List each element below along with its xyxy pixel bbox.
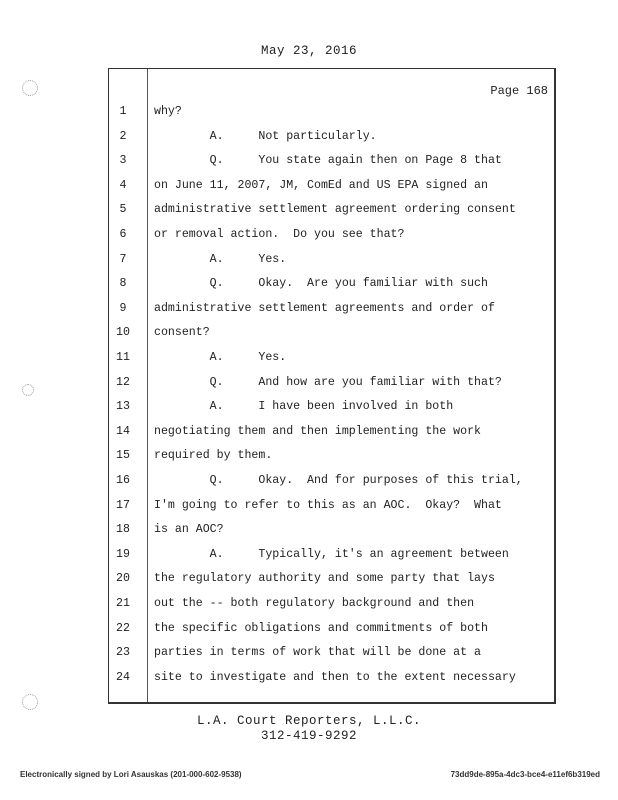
line-number: 3 xyxy=(119,154,127,168)
line-number: 18 xyxy=(116,523,130,537)
line-text: the regulatory authority and some party that lays xyxy=(154,572,495,586)
transcript-line xyxy=(108,346,556,370)
line-text: on June 11, 2007, JM, ComEd and US EPA signed an xyxy=(154,178,488,192)
transcript-line xyxy=(108,543,556,567)
transcript-line xyxy=(108,321,556,345)
transcript-line xyxy=(108,223,556,247)
line-text: site to investigate and then to the extent necessary xyxy=(154,670,516,684)
line-number: 12 xyxy=(116,375,130,389)
line-number: 22 xyxy=(116,621,130,635)
transcript-line xyxy=(108,592,556,616)
line-number: 20 xyxy=(116,572,130,586)
line-text: or removal action. Do you see that? xyxy=(154,228,405,241)
line-number: 24 xyxy=(116,670,130,684)
transcript-line xyxy=(108,567,556,591)
line-number: 15 xyxy=(116,449,130,463)
line-text: A. Typically, it's an agreement between xyxy=(154,547,509,561)
line-text: consent? xyxy=(154,326,210,340)
reporter-block xyxy=(0,714,618,744)
line-text: negotiating them and then implementing the work xyxy=(154,424,481,438)
binder-hole xyxy=(22,694,38,710)
transcript-line xyxy=(108,248,556,272)
reporter-name: L.A. Court Reporters, L.L.C. xyxy=(196,714,422,728)
line-number: 21 xyxy=(116,597,130,610)
transcript-line xyxy=(108,174,556,198)
line-text: parties in terms of work that will be done at a xyxy=(154,646,481,660)
line-text: A. Yes. xyxy=(154,252,287,266)
reporter-phone: 312-419-9292 xyxy=(260,729,357,743)
transcript-line xyxy=(108,149,556,173)
line-text: Q. You state again then on Page 8 that xyxy=(154,154,502,168)
transcript-line xyxy=(108,617,556,641)
line-text: Q. Okay. Are you familiar with such xyxy=(154,277,488,291)
line-number: 6 xyxy=(119,228,127,241)
electronic-signature: Electronically signed by Lori Asauskas (201-000-602-9538) xyxy=(20,770,242,779)
transcript-line xyxy=(108,395,556,419)
line-number: 14 xyxy=(116,424,130,438)
transcript-line xyxy=(108,198,556,222)
binder-hole xyxy=(22,80,38,96)
line-text: administrative settlement agreements and order of xyxy=(154,301,495,315)
line-text: I'm going to refer to this as an AOC. Okay? What xyxy=(154,498,502,512)
line-number: 16 xyxy=(116,474,130,487)
transcript-line xyxy=(108,125,556,149)
transcript-line xyxy=(108,272,556,296)
line-number: 9 xyxy=(119,301,127,315)
binder-hole xyxy=(22,384,34,396)
line-text: A. Not particularly. xyxy=(154,129,377,143)
line-text: A. I have been involved in both xyxy=(154,400,454,414)
line-number: 2 xyxy=(119,129,127,143)
line-number: 8 xyxy=(119,277,127,291)
transcript-line xyxy=(108,494,556,518)
line-number: 17 xyxy=(116,498,130,512)
line-number: 7 xyxy=(119,252,127,266)
line-text: why? xyxy=(154,105,182,118)
line-text: Q. Okay. And for purposes of this trial, xyxy=(154,474,523,487)
transcript-line xyxy=(108,444,556,468)
transcript-line xyxy=(108,641,556,665)
line-text: A. Yes. xyxy=(154,351,287,364)
transcript-line xyxy=(108,420,556,444)
line-text: Q. And how are you familiar with that? xyxy=(154,375,502,389)
line-number: 5 xyxy=(119,203,127,217)
line-text: out the -- both regulatory background and then xyxy=(154,597,475,610)
transcript-line xyxy=(108,666,556,690)
line-number: 19 xyxy=(116,547,130,561)
page-number: Page 168 xyxy=(490,84,548,98)
transcript-line xyxy=(108,371,556,395)
transcript-line xyxy=(108,100,556,124)
line-number: 4 xyxy=(119,178,127,192)
transcript-line xyxy=(108,469,556,493)
line-text: administrative settlement agreement ordering consent xyxy=(154,203,516,217)
line-text: required by them. xyxy=(154,449,273,463)
line-number: 10 xyxy=(116,326,130,340)
line-text: the specific obligations and commitments of both xyxy=(154,621,488,635)
document-hash: 73dd9de-895a-4dc3-bce4-e11ef6b319ed xyxy=(450,770,600,779)
transcript-line xyxy=(108,297,556,321)
line-number: 11 xyxy=(116,351,130,364)
transcript-date: May 23, 2016 xyxy=(260,44,357,58)
line-number: 23 xyxy=(116,646,130,660)
line-text: is an AOC? xyxy=(154,523,224,537)
line-number: 13 xyxy=(116,400,130,414)
line-number: 1 xyxy=(119,105,127,118)
transcript-line xyxy=(108,518,556,542)
